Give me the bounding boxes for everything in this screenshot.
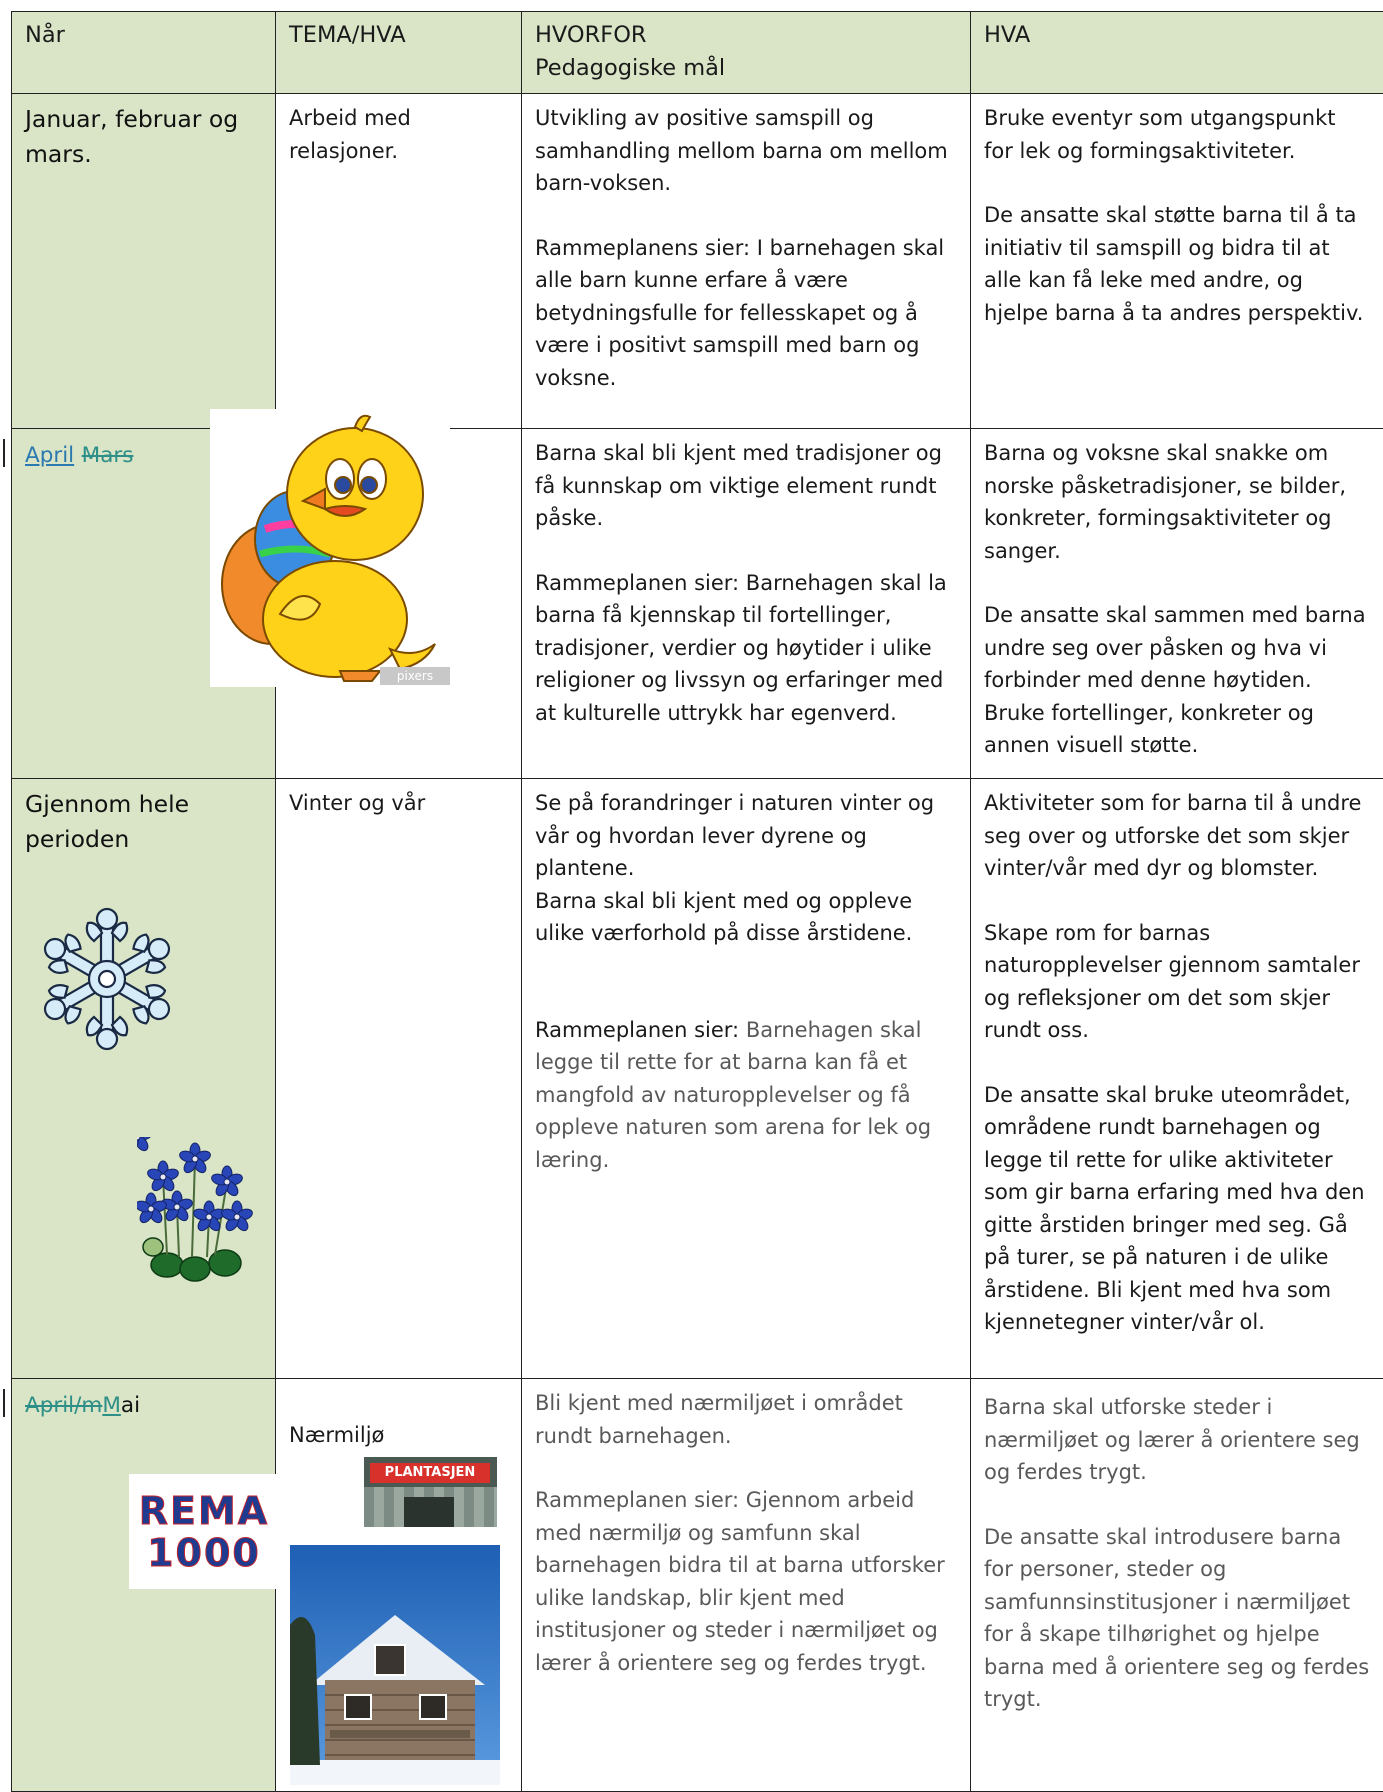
header-what-label: HVA xyxy=(984,22,1030,48)
theme-text: Vinter og vår xyxy=(289,791,425,815)
house-photo xyxy=(290,1545,500,1785)
row-when xyxy=(12,779,276,1379)
row-theme xyxy=(276,1379,522,1792)
why-quote: Barnehagen skal legge til rette for at barna kan få et mangfold av naturopplevelser og få oppleve naturen som arena for lek og læring. xyxy=(535,1018,931,1172)
rema-logo-line2: 1000 xyxy=(129,1532,279,1574)
when-deleted-text: April/m xyxy=(25,1393,102,1418)
table-row xyxy=(12,1379,1383,1792)
header-theme xyxy=(276,12,522,94)
header-theme-label: TEMA/HVA xyxy=(289,22,406,48)
row-when xyxy=(12,94,276,429)
why-paragraph: Bli kjent med nærmiljøet i området rundt barnehagen. xyxy=(535,1387,957,1452)
change-bar xyxy=(3,1389,5,1417)
why-paragraph: Rammeplanen sier: Barnehagen skal la barna få kjennskap til fortellinger, tradisjoner, verdier og høytider i ulike religioner og livssyn og erfaringer med at kulturelle uttrykk har egenverd. xyxy=(535,567,957,730)
header-when xyxy=(12,12,276,94)
row-what xyxy=(971,94,1383,429)
why-paragraph: Rammeplanen sier: Gjennom arbeid med nærmiljø og samfunn skal barnehagen bidra til at barna utforsker ulike landskap, blir kjent med institusjoner og steder i nærmiljøet og lærer å orientere seg og ferdes trygt. xyxy=(535,1484,957,1679)
row-what xyxy=(971,1379,1383,1792)
document-page xyxy=(11,11,1383,1749)
change-bar xyxy=(3,439,5,467)
row-theme xyxy=(276,779,522,1379)
why-paragraph: Se på forandringer i naturen vinter og vår og hvordan lever dyrene og plantene. xyxy=(535,787,957,885)
when-text: Gjennom hele perioden xyxy=(25,790,189,853)
plantasjen-sign: PLANTASJEN xyxy=(370,1463,490,1483)
table-row xyxy=(12,94,1383,429)
when-text: ai xyxy=(121,1393,140,1418)
row-theme xyxy=(276,94,522,429)
theme-text: Nærmiljø xyxy=(289,1419,508,1452)
header-when-label: Når xyxy=(25,22,65,48)
row-what xyxy=(971,429,1383,779)
what-paragraph: De ansatte skal introdusere barna for personer, steder og samfunnsinstitusjoner i nærmiljøet for å skape tilhørighet og hjelpe barna med å orientere seg og ferdes trygt. xyxy=(984,1521,1370,1716)
table-header-row xyxy=(12,12,1383,94)
row-why xyxy=(522,1379,971,1792)
rema-logo-line1: REMA xyxy=(129,1490,279,1532)
plan-table xyxy=(11,11,1383,1792)
plantasjen-photo xyxy=(364,1457,497,1527)
header-why xyxy=(522,12,971,94)
rema-logo xyxy=(129,1474,279,1589)
what-paragraph: Barna skal utforske steder i nærmiljøet og lærer å orientere seg og ferdes trygt. xyxy=(984,1391,1370,1489)
watermark-text: pixers xyxy=(380,667,450,685)
why-prefix: Rammeplanen sier: xyxy=(535,1018,739,1042)
header-why-sublabel: Pedagogiske mål xyxy=(535,52,957,85)
when-text: Januar, februar og mars. xyxy=(25,105,238,168)
when-inserted-text: M xyxy=(102,1393,121,1418)
row-why xyxy=(522,94,971,429)
why-paragraph: Barna skal bli kjent med tradisjoner og få kunnskap om viktige element rundt påske. xyxy=(535,437,957,535)
theme-text: Arbeid med relasjoner. xyxy=(289,106,411,163)
flower-icon xyxy=(137,1137,257,1287)
row-when xyxy=(12,1379,276,1792)
when-deleted-text: Mars xyxy=(82,443,134,468)
what-paragraph: De ansatte skal sammen med barna undre seg over påsken og hva vi forbinder med denne høytiden. Bruke fortellinger, konkreter og annen visuell støtte. xyxy=(984,599,1370,762)
what-paragraph: De ansatte skal støtte barna til å ta initiativ til samspill og bidra til at alle kan få leke med andre, og hjelpe barna å ta andres perspektiv. xyxy=(984,199,1370,329)
row-what xyxy=(971,779,1383,1379)
why-paragraph xyxy=(535,1014,957,1177)
what-paragraph: Aktiviteter som for barna til å undre seg over og utforske det som skjer vinter/vår med dyr og blomster. xyxy=(984,787,1370,885)
what-paragraph: De ansatte skal bruke uteområdet, områdene rundt barnehagen og legge til rette for ulike aktiviteter som gir barna erfaring med hva den gitte årstiden bringer med seg. Gå på turer, se på naturen i de ulike årstidene. Bli kjent med hva som kjennetegner vinter/vår ol. xyxy=(984,1079,1370,1339)
header-what xyxy=(971,12,1383,94)
what-paragraph: Skape rom for barnas naturopplevelser gjennom samtaler og refleksjoner om det som skjer rundt oss. xyxy=(984,917,1370,1047)
snowflake-icon xyxy=(32,899,182,1059)
row-why xyxy=(522,779,971,1379)
row-why xyxy=(522,429,971,779)
table-row xyxy=(12,779,1383,1379)
easter-chick-image xyxy=(210,409,450,687)
what-paragraph: Barna og voksne skal snakke om norske påsketradisjoner, se bilder, konkreter, formingsaktiviteter og sanger. xyxy=(984,437,1370,567)
when-inserted-text[interactable]: April xyxy=(25,443,74,468)
why-paragraph: Barna skal bli kjent med og oppleve ulike værforhold på disse årstidene. xyxy=(535,885,957,950)
why-paragraph: Utvikling av positive samspill og samhandling mellom barna om mellom barn-voksen. xyxy=(535,102,957,200)
chick-icon xyxy=(210,409,450,687)
what-paragraph: Bruke eventyr som utgangspunkt for lek og formingsaktiviteter. xyxy=(984,102,1370,167)
header-why-label: HVORFOR xyxy=(535,19,957,52)
why-paragraph: Rammeplanens sier: I barnehagen skal alle barn kunne erfare å være betydningsfulle for fellesskapet og å være i positivt samspill med barn og voksne. xyxy=(535,232,957,395)
